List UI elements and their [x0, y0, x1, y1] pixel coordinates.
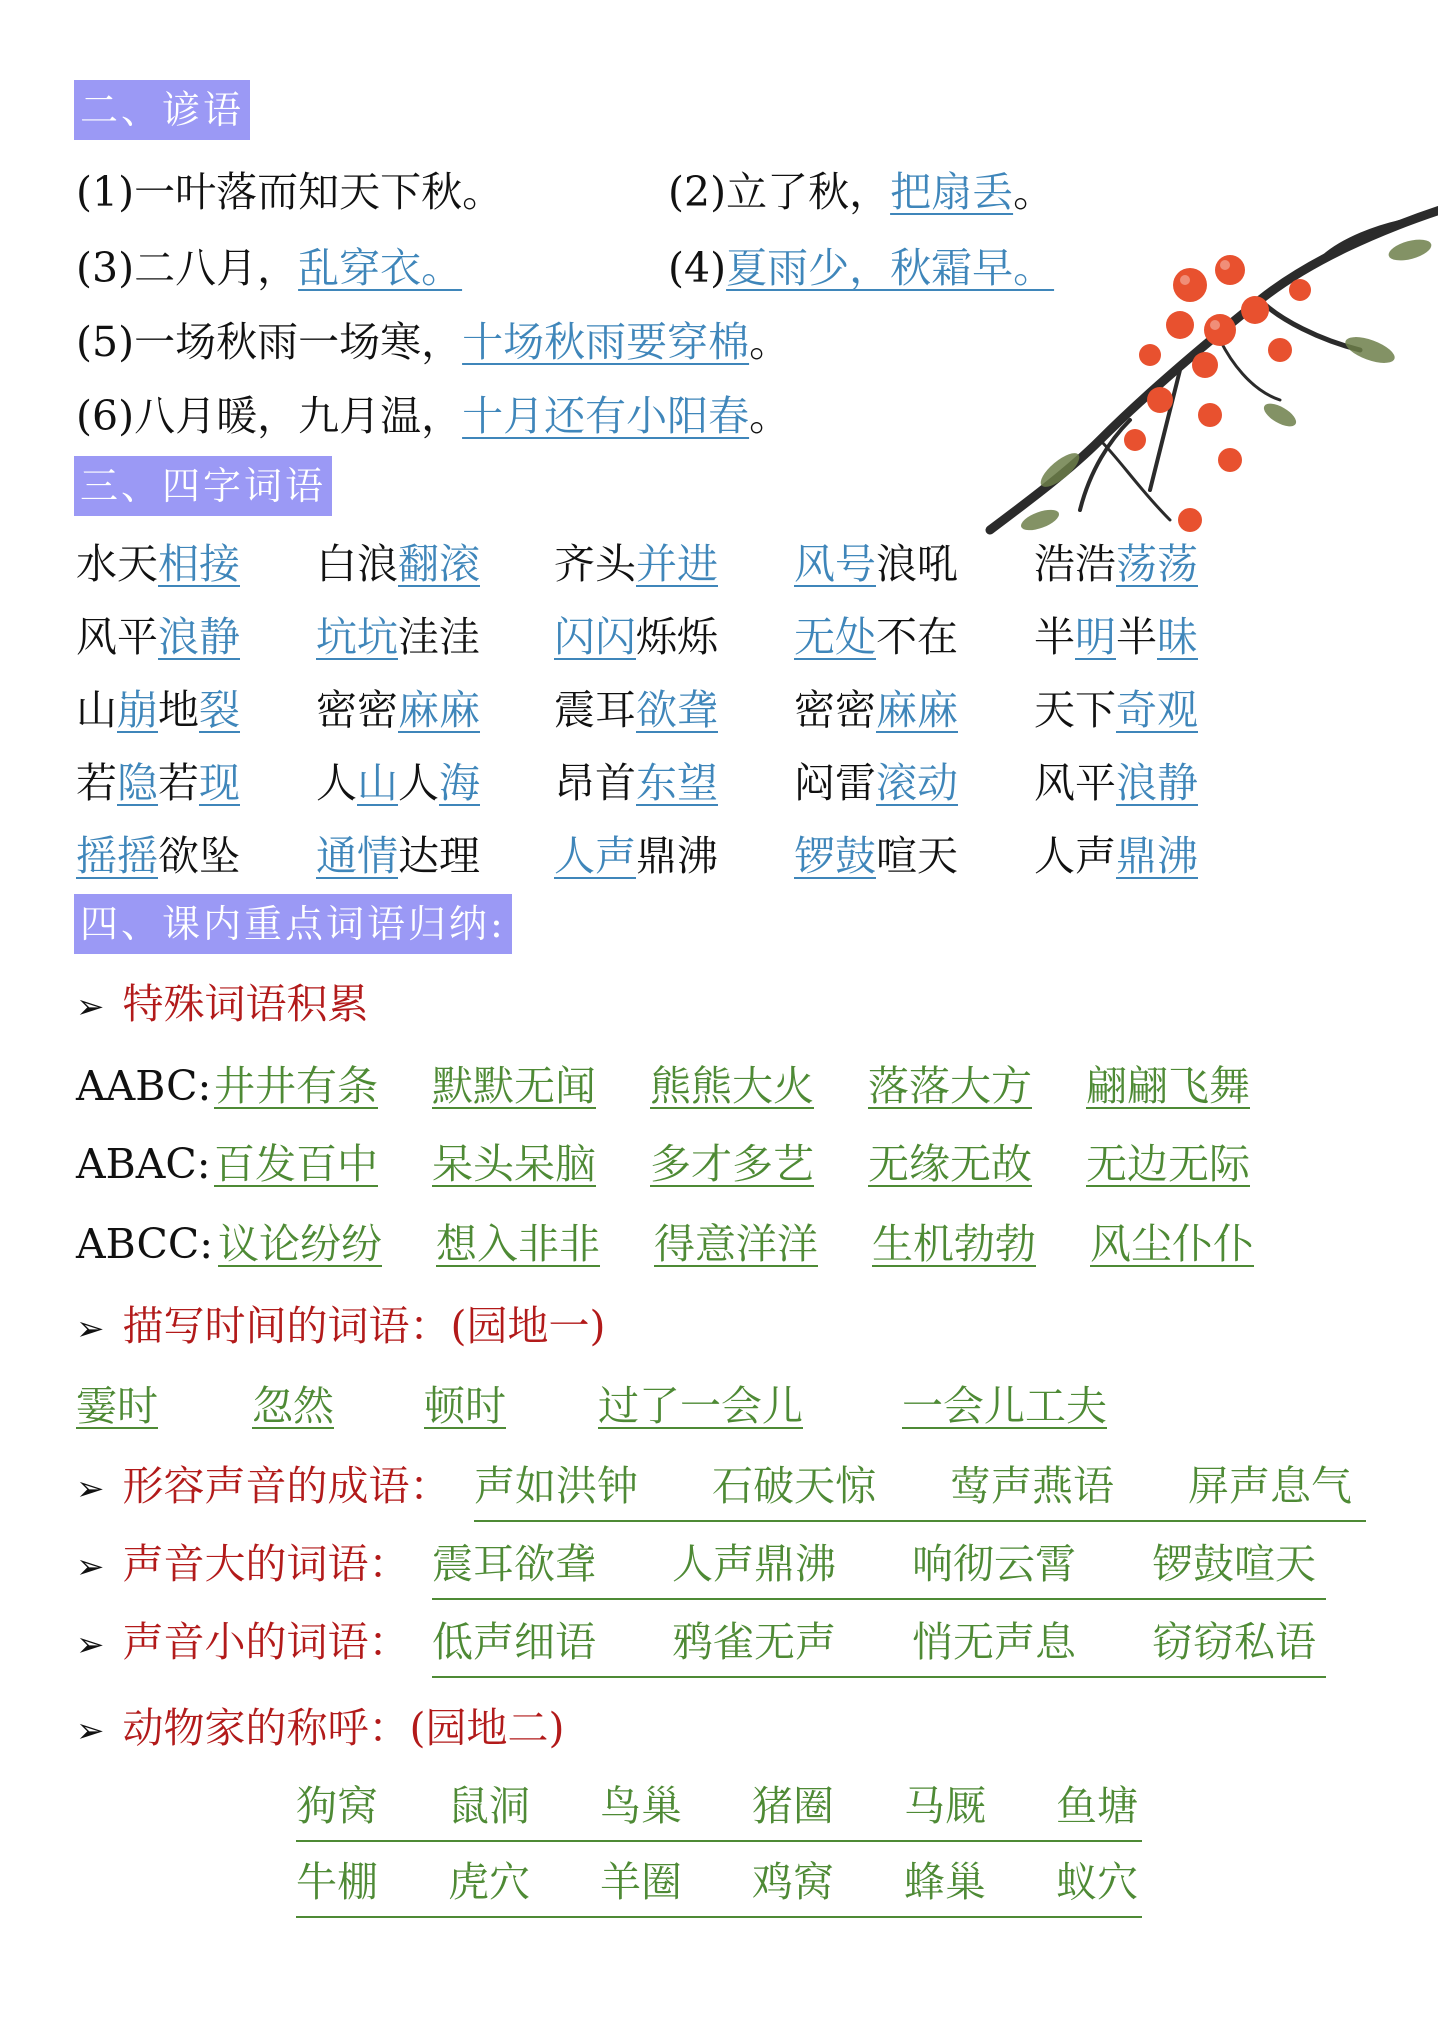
four-char-word — [316, 609, 480, 665]
proverb-answer: 乱穿衣。 — [298, 244, 463, 292]
proverb-number: (4) — [668, 244, 727, 292]
quiet-word: 窃窃私语 — [1152, 1618, 1316, 1666]
word-answer: 东望 — [636, 759, 718, 807]
four-char-word — [554, 828, 718, 884]
word-answer: 鼎沸 — [1116, 832, 1198, 880]
word-answer: 裂 — [199, 686, 240, 734]
word-answer: 欲聋 — [636, 686, 718, 734]
four-char-word — [794, 828, 958, 884]
sound-idiom: 莺声燕语 — [950, 1462, 1114, 1510]
word-answer: 通情 — [316, 832, 398, 880]
word-answer: 滚动 — [876, 759, 958, 807]
pattern-word: 无边无际 — [1086, 1140, 1250, 1188]
word-answer: 摇摇 — [76, 832, 158, 880]
pattern-word: 落落大方 — [868, 1062, 1032, 1110]
proverb-text: 立了秋， — [726, 168, 891, 216]
heading-animal-homes — [76, 1700, 565, 1759]
section-header-four-char-words: 三、四字词语 — [74, 456, 332, 516]
four-char-word — [316, 828, 480, 884]
word-given: 若 — [76, 759, 117, 807]
proverb-end: 。 — [749, 392, 791, 440]
word-answer: 坑坑 — [316, 613, 398, 661]
heading-text: 声音大的词语： — [122, 1540, 410, 1588]
word-given: 密密 — [316, 686, 398, 734]
word-given: 洼洼 — [398, 613, 480, 661]
proverb-6 — [76, 388, 790, 444]
word-given: 水天 — [76, 540, 158, 588]
proverb-text: 二八月， — [134, 244, 299, 292]
persimmon-branch-illustration — [980, 190, 1438, 570]
quiet-word-underline — [432, 1676, 1326, 1678]
pattern-word: 熊熊大火 — [650, 1062, 814, 1110]
animal-home-word: 羊圈 — [600, 1858, 682, 1906]
four-char-word — [554, 682, 718, 738]
proverb-answer: 十场秋雨要穿棉 — [462, 318, 750, 366]
animal-row-underline — [296, 1840, 1142, 1842]
four-char-word — [794, 755, 958, 811]
heading-quiet-words — [76, 1614, 410, 1673]
pattern-word: 风尘仆仆 — [1090, 1220, 1254, 1268]
pattern-label: ABCC: — [76, 1220, 214, 1268]
section-header-key-words: 四、课内重点词语归纳: — [74, 894, 512, 954]
four-char-word — [1034, 682, 1198, 738]
animal-home-word: 蜂巢 — [904, 1858, 986, 1906]
heading-text: 动物家的称呼：(园地二) — [122, 1704, 565, 1752]
proverb-number: (6) — [76, 392, 135, 440]
pattern-word: 井井有条 — [214, 1062, 378, 1110]
word-given: 风平 — [76, 613, 158, 661]
pattern-word: 默默无闻 — [432, 1062, 596, 1110]
word-answer: 锣鼓 — [794, 832, 876, 880]
sound-idiom: 声如洪钟 — [474, 1462, 638, 1510]
proverb-number: (5) — [76, 318, 135, 366]
word-answer: 翻滚 — [398, 540, 480, 588]
sound-idiom: 屏声息气 — [1188, 1462, 1352, 1510]
word-given: 山 — [76, 686, 117, 734]
sound-idiom-underline — [474, 1520, 1366, 1522]
proverb-end: 。 — [1013, 168, 1055, 216]
loud-word-underline — [432, 1598, 1326, 1600]
word-given: 震耳 — [554, 686, 636, 734]
pattern-label: AABC: — [76, 1062, 212, 1110]
loud-word: 响彻云霄 — [912, 1540, 1076, 1588]
arrow-bullet-icon: ➢ — [76, 1469, 105, 1509]
word-given: 白浪 — [316, 540, 398, 588]
animal-home-word: 鸟巢 — [600, 1782, 682, 1830]
word-answer: 无处 — [794, 613, 876, 661]
four-char-word — [76, 609, 240, 665]
word-given: 齐头 — [554, 540, 636, 588]
word-answer: 荡荡 — [1116, 540, 1198, 588]
word-answer: 昧 — [1157, 613, 1198, 661]
time-word: 一会儿工夫 — [902, 1382, 1107, 1430]
animal-home-word: 虎穴 — [448, 1858, 530, 1906]
loud-word: 震耳欲聋 — [432, 1540, 596, 1588]
word-answer: 隐 — [117, 759, 158, 807]
heading-special-words — [76, 976, 369, 1035]
word-given: 天下 — [1034, 686, 1116, 734]
animal-home-word: 狗窝 — [296, 1782, 378, 1830]
word-given: 人声 — [1034, 832, 1116, 880]
four-char-word — [794, 609, 958, 665]
arrow-bullet-icon: ➢ — [76, 1309, 105, 1349]
heading-text: 描写时间的词语：(园地一) — [122, 1302, 606, 1350]
quiet-word: 低声细语 — [432, 1618, 596, 1666]
proverb-text: 一叶落而知天下秋。 — [134, 168, 504, 216]
animal-home-word: 蚁穴 — [1056, 1858, 1138, 1906]
four-char-word — [76, 828, 240, 884]
word-given: 不在 — [876, 613, 958, 661]
word-answer: 并进 — [636, 540, 718, 588]
animal-home-word: 牛棚 — [296, 1858, 378, 1906]
word-given: 半 — [1034, 613, 1075, 661]
four-char-word — [554, 536, 718, 592]
four-char-word — [554, 755, 718, 811]
four-char-word — [316, 682, 480, 738]
heading-text: 声音小的词语： — [122, 1618, 410, 1666]
time-word: 霎时 — [76, 1382, 158, 1430]
word-answer: 明 — [1075, 613, 1116, 661]
proverb-number: (2) — [668, 168, 727, 216]
word-answer: 浪静 — [1116, 759, 1198, 807]
word-given: 浪吼 — [876, 540, 958, 588]
time-word: 忽然 — [252, 1382, 334, 1430]
animal-home-word: 马厩 — [904, 1782, 986, 1830]
word-answer: 闪闪 — [554, 613, 636, 661]
proverb-answer: 把扇丢 — [890, 168, 1014, 216]
pattern-label: ABAC: — [76, 1140, 211, 1188]
proverb-end: 。 — [749, 318, 791, 366]
four-char-word — [1034, 609, 1198, 665]
sound-idiom: 石破天惊 — [712, 1462, 876, 1510]
word-given: 地 — [158, 686, 199, 734]
quiet-word: 悄无声息 — [912, 1618, 1076, 1666]
word-given: 喧天 — [876, 832, 958, 880]
pattern-word: 百发百中 — [214, 1140, 378, 1188]
word-given: 人 — [316, 759, 357, 807]
word-answer: 麻麻 — [398, 686, 480, 734]
word-given: 鼎沸 — [636, 832, 718, 880]
heading-loud-words — [76, 1536, 410, 1595]
word-given: 闷雷 — [794, 759, 876, 807]
word-answer: 崩 — [117, 686, 158, 734]
proverb-text: 一场秋雨一场寒， — [134, 318, 463, 366]
proverb-1 — [76, 164, 503, 220]
word-given: 烁烁 — [636, 613, 718, 661]
four-char-word — [76, 755, 240, 811]
word-given: 达理 — [398, 832, 480, 880]
pattern-word: 想入非非 — [436, 1220, 600, 1268]
word-answer: 相接 — [158, 540, 240, 588]
word-answer: 山 — [357, 759, 398, 807]
word-given: 欲坠 — [158, 832, 240, 880]
word-given: 人 — [398, 759, 439, 807]
four-char-word — [316, 536, 480, 592]
word-answer: 麻麻 — [876, 686, 958, 734]
arrow-bullet-icon: ➢ — [76, 1547, 105, 1587]
word-given: 半 — [1116, 613, 1157, 661]
word-answer: 现 — [199, 759, 240, 807]
heading-time-words — [76, 1298, 606, 1357]
four-char-word — [316, 755, 480, 811]
word-answer: 海 — [439, 759, 480, 807]
animal-home-word: 猪圈 — [752, 1782, 834, 1830]
heading-text: 特殊词语积累 — [122, 980, 369, 1028]
word-given: 风平 — [1034, 759, 1116, 807]
proverb-text: 八月暖，九月温， — [134, 392, 463, 440]
four-char-word — [554, 609, 718, 665]
four-char-word — [76, 536, 240, 592]
animal-home-word: 鱼塘 — [1056, 1782, 1138, 1830]
four-char-word — [794, 682, 958, 738]
pattern-word: 生机勃勃 — [872, 1220, 1036, 1268]
pattern-word: 多才多艺 — [650, 1140, 814, 1188]
four-char-word — [1034, 828, 1198, 884]
arrow-bullet-icon: ➢ — [76, 987, 105, 1027]
word-answer: 人声 — [554, 832, 636, 880]
loud-word: 锣鼓喧天 — [1152, 1540, 1316, 1588]
four-char-word — [76, 682, 240, 738]
word-answer: 浪静 — [158, 613, 240, 661]
four-char-word — [1034, 536, 1198, 592]
pattern-word: 无缘无故 — [868, 1140, 1032, 1188]
word-answer: 风号 — [794, 540, 876, 588]
time-word: 顿时 — [424, 1382, 506, 1430]
proverb-number: (1) — [76, 168, 135, 216]
proverb-3 — [76, 240, 462, 296]
arrow-bullet-icon: ➢ — [76, 1711, 105, 1751]
pattern-word: 议论纷纷 — [218, 1220, 382, 1268]
four-char-word — [794, 536, 958, 592]
word-given: 昂首 — [554, 759, 636, 807]
word-given: 浩浩 — [1034, 540, 1116, 588]
proverb-answer: 十月还有小阳春 — [462, 392, 750, 440]
word-given: 密密 — [794, 686, 876, 734]
quiet-word: 鸦雀无声 — [672, 1618, 836, 1666]
four-char-word — [1034, 755, 1198, 811]
word-answer: 奇观 — [1116, 686, 1198, 734]
proverb-answer: 夏雨少，秋霜早。 — [726, 244, 1055, 292]
section-header-proverbs: 二、谚语 — [74, 80, 250, 140]
heading-sound-idioms — [76, 1458, 451, 1517]
loud-word: 人声鼎沸 — [672, 1540, 836, 1588]
animal-home-word: 鼠洞 — [448, 1782, 530, 1830]
proverb-5 — [76, 314, 790, 370]
animal-row-underline — [296, 1916, 1142, 1918]
proverb-number: (3) — [76, 244, 135, 292]
pattern-word: 翩翩飞舞 — [1086, 1062, 1250, 1110]
animal-home-word: 鸡窝 — [752, 1858, 834, 1906]
arrow-bullet-icon: ➢ — [76, 1625, 105, 1665]
time-word: 过了一会儿 — [598, 1382, 803, 1430]
pattern-word: 得意洋洋 — [654, 1220, 818, 1268]
heading-text: 形容声音的成语： — [122, 1462, 451, 1510]
word-given: 若 — [158, 759, 199, 807]
pattern-word: 呆头呆脑 — [432, 1140, 596, 1188]
